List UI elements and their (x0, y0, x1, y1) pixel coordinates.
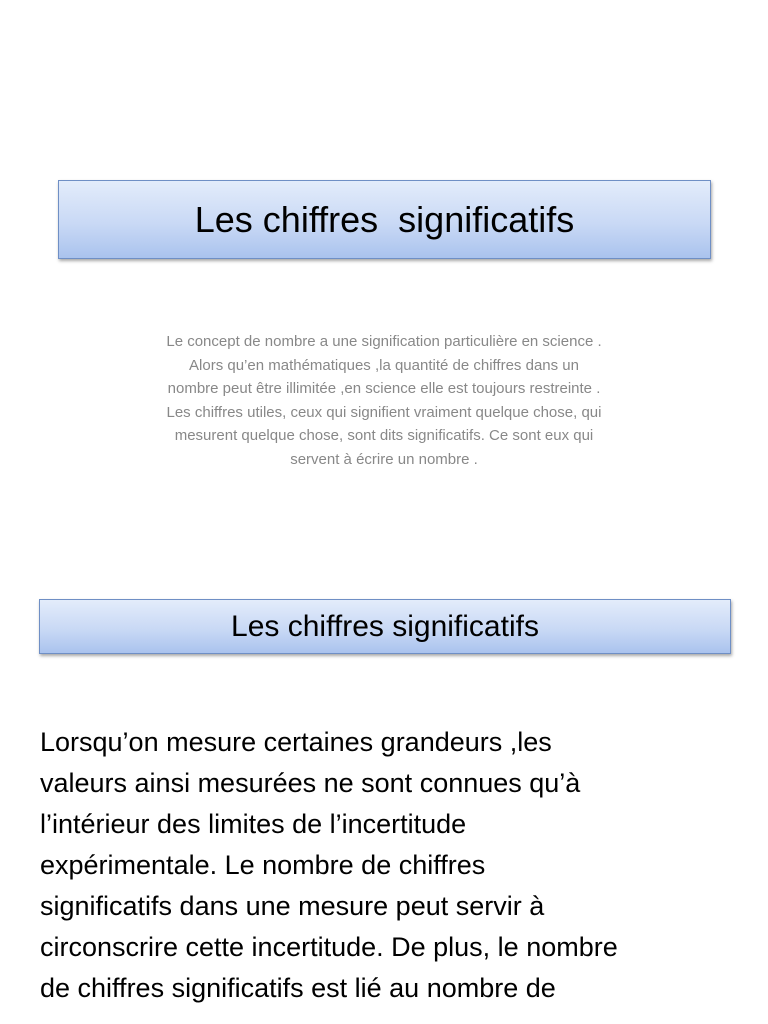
body-line: l’intérieur des limites de l’incertitude (40, 809, 467, 839)
intro-line: mesurent quelque chose, sont dits significatifs. Ce sont eux qui (174, 427, 594, 444)
slide-1-title-box (58, 180, 711, 259)
body-line: Lorsqu’on mesure certaines grandeurs ,les (40, 727, 552, 757)
body-line: circonscrire cette incertitude. De plus, le nombre (40, 932, 618, 962)
slide-2 (0, 560, 768, 1024)
slide-2-title-box (39, 599, 731, 654)
body-line: valeurs ainsi mesurées ne sont connues qu’à (40, 768, 581, 798)
slide-2-title: Les chiffres significatifs (231, 609, 539, 643)
body-line: expérimentale. Le nombre de chiffres (40, 850, 486, 880)
body-line: significatifs dans une mesure peut servir à (40, 891, 545, 921)
intro-line: Alors qu’en mathématiques ,la quantité de chiffres dans un (189, 356, 579, 374)
slide-1-intro-paragraph (110, 330, 658, 471)
slide-2-body-paragraph (40, 722, 740, 1009)
intro-line: Le concept de nombre a une signification particulière en science . (166, 333, 602, 350)
body-line: de chiffres significatifs est lié au nombre de (40, 973, 556, 1003)
intro-line: nombre peut être illimitée ,en science elle est toujours restreinte . (167, 380, 601, 397)
slide-1-title: Les chiffres significatifs (194, 198, 575, 240)
intro-line: servent à écrire un nombre . (290, 450, 478, 468)
intro-line: Les chiffres utiles, ceux qui signifient vraiment quelque chose, qui (166, 403, 602, 421)
